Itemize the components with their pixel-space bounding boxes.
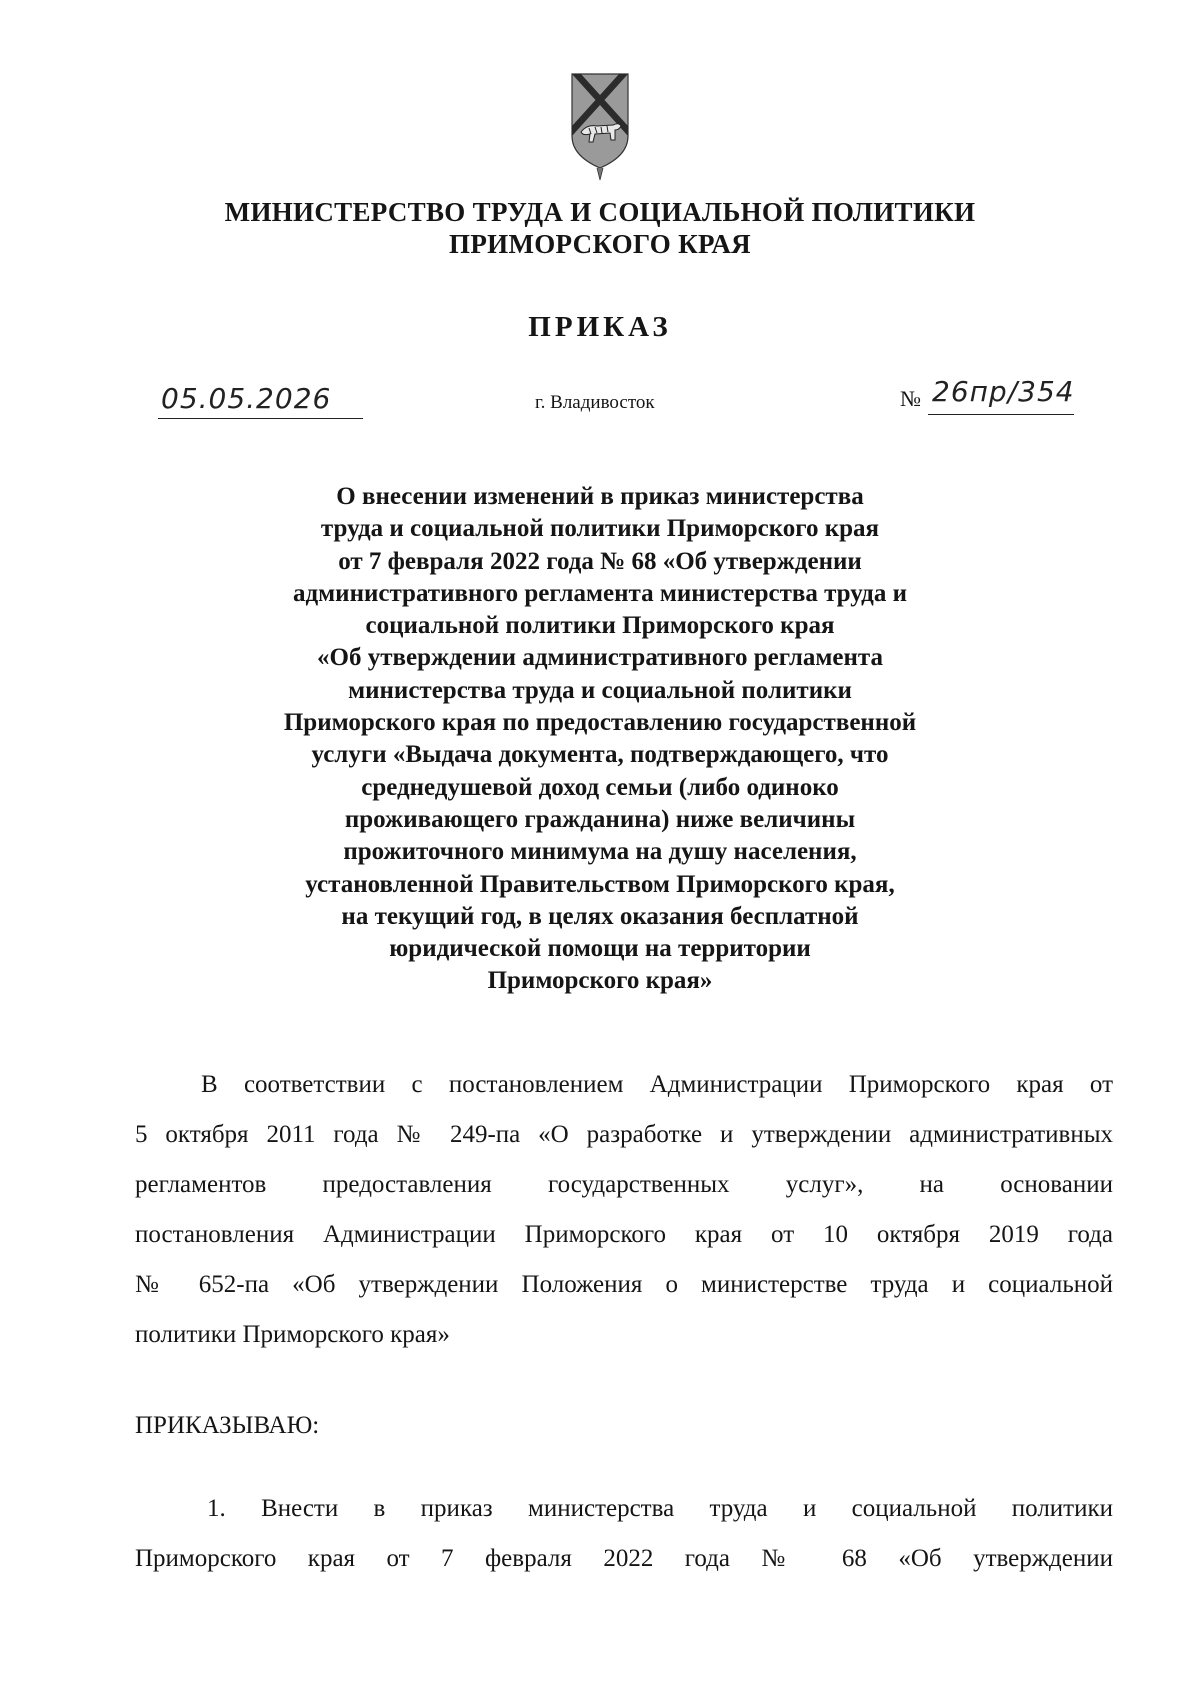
preamble-line: политики Приморского края» [135, 1321, 450, 1348]
ministry-name-line-1: МИНИСТЕРСТВО ТРУДА И СОЦИАЛЬНОЙ ПОЛИТИКИ [224, 197, 976, 227]
subject-line: административного регламента министерства труда и [292, 579, 907, 607]
preamble-line: постановления Администрации Приморского края от 10 октября 2019 года [135, 1221, 1113, 1248]
subject-line: среднедушевой доход семьи (либо одиноко [361, 773, 839, 801]
ministry-name-line-2: ПРИМОРСКОГО КРАЯ [449, 229, 751, 259]
subject-line: юридической помощи на территории [389, 935, 811, 963]
order-directive-word: ПРИКАЗЫВАЮ: [135, 1412, 320, 1439]
subject-line: установленной Правительством Приморского края, [305, 870, 895, 898]
item-line: Приморского края от 7 февраля 2022 года № 68 «Об утверждении [135, 1545, 1113, 1572]
subject-line: труда и социальной политики Приморского края [320, 515, 880, 543]
date-underline [158, 418, 363, 419]
subject-line: «Об утверждении административного регламента [317, 644, 883, 672]
subject-line: министерства труда и социальной политики [348, 676, 852, 704]
order-item-1 [135, 1484, 1113, 1584]
subject-line: О внесении изменений в приказ министерства [336, 483, 864, 510]
order-subject-title [0, 481, 1200, 998]
subject-line: прожиточного минимума на душу населения, [343, 838, 857, 866]
document-type-heading: ПРИКАЗ [528, 311, 672, 343]
number-underline [928, 414, 1074, 415]
preamble-line: регламентов предоставления государственных услуг», на основании [135, 1171, 1113, 1198]
subject-line: проживающего гражданина) ниже величины [344, 805, 856, 833]
preamble-line: 5 октября 2011 года № 249-па «О разработке и утверждении административных [135, 1121, 1113, 1148]
subject-line: на текущий год, в целях оказания бесплатной [341, 902, 859, 930]
subject-line: Приморского края по предоставлению государственной [283, 709, 917, 737]
number-label: № [900, 386, 921, 411]
preamble-line: В соответствии с постановлением Администрации Приморского края от [201, 1071, 1113, 1098]
subject-line: Приморского края» [487, 967, 713, 995]
preamble-paragraph [135, 1060, 1113, 1360]
city-label: г. Владивосток [535, 392, 655, 413]
subject-line: от 7 февраля 2022 года № 68 «Об утверждении [338, 547, 862, 575]
subject-line: социальной политики Приморского края [365, 612, 835, 640]
preamble-line: № 652-па «Об утверждении Положения о министерстве труда и социальной [135, 1271, 1113, 1298]
coat-of-arms-emblem [569, 70, 631, 182]
subject-line: услуги «Выдача документа, подтверждающего, что [311, 741, 889, 769]
order-date-handwritten: 05.05.2026 [161, 382, 332, 415]
item-line: 1. Внести в приказ министерства труда и социальной политики [207, 1495, 1113, 1522]
order-number-handwritten: 26пр/354 [932, 375, 1075, 408]
